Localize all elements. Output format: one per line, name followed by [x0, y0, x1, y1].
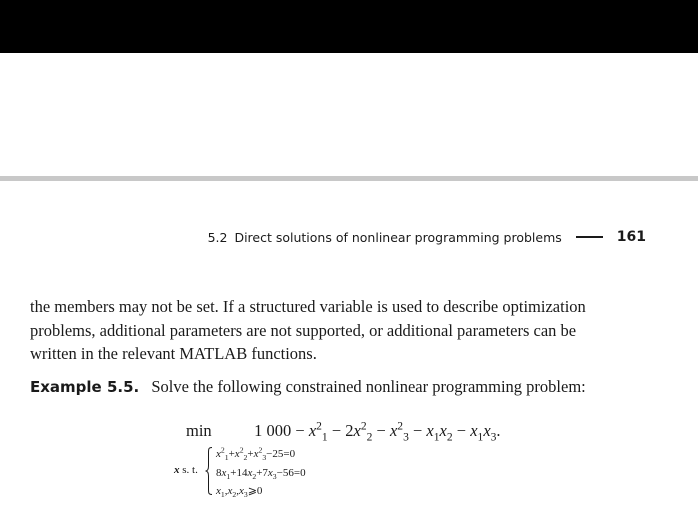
objective-function: min 1 $000 - x^2_1 - 2x^2_2 - x^2_3 - x_1x_2 - x_1x_3$.	[186, 420, 501, 444]
constraint-list	[216, 445, 306, 501]
example-heading	[30, 377, 586, 397]
header-dash-rule	[576, 236, 603, 238]
decision-variable: x	[174, 464, 180, 476]
top-black-bar	[0, 0, 698, 53]
section-number: 5.2	[207, 229, 228, 245]
example-text: Solve the following constrained nonlinear programming problem:	[151, 377, 586, 396]
body-paragraph	[30, 295, 650, 366]
min-operator: min	[186, 421, 212, 440]
running-header	[208, 229, 646, 245]
paragraph-line: the members may not be set. If a structured variable is used to describe optimization	[30, 297, 586, 316]
paragraph-line: problems, additional parameters are not supported, or additional parameters can be	[30, 320, 577, 340]
section-title: Direct solutions of nonlinear programming problems	[234, 229, 562, 245]
page-number: 161	[616, 229, 646, 245]
constraint-line: $8x_1+14x_2+7x_3-56=0$	[216, 466, 306, 481]
constraint-line: $x^2_1+x^2_2+x^2_3-25=0$	[216, 445, 296, 463]
paragraph-line: written in the relevant MATLAB functions.	[30, 344, 317, 363]
example-label: Example 5.5.	[30, 378, 140, 396]
constraint-line: $x_1,x_2,x_3⩾0$	[216, 485, 263, 500]
constraint-brace	[205, 447, 213, 495]
page-separator-rule	[0, 176, 698, 181]
subject-to-label	[174, 464, 198, 476]
objective-constant: 1 000	[254, 421, 292, 440]
st-text: s. t.	[182, 464, 198, 476]
